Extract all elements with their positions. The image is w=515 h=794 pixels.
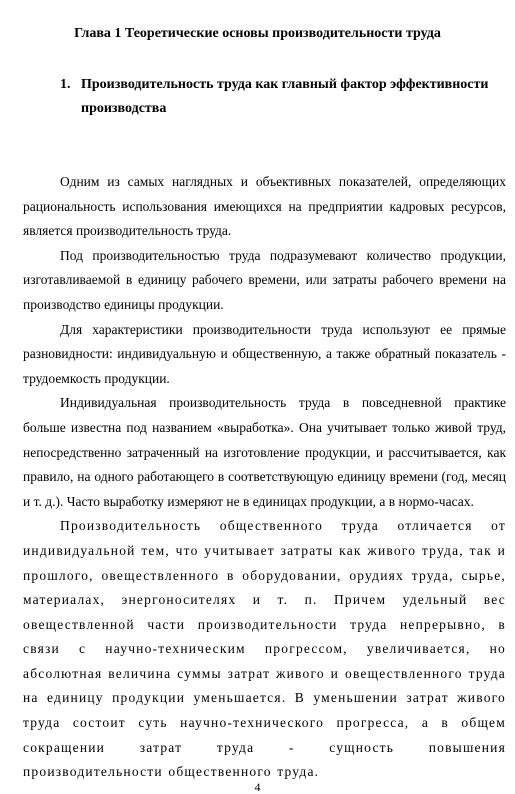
section-heading <box>60 73 510 121</box>
chapter-title: Глава 1 Теоретические основы производительности труда <box>74 26 441 41</box>
paragraph-2: Под производительностью труда подразумевают количество продукции, изготавливаемой в единицу рабочего времени, или затраты рабочего времени на производство единицы продукции. <box>23 247 506 312</box>
page-number: 4 <box>254 780 261 794</box>
paragraph-5: Производительность общественного труда отличается от индивидуальной тем, что учитывает затраты как живого труда, так и прошлого, овеществленного в оборудовании, орудиях труда, сырье, материалах, энергоносителях и т. п. Причем удельный вес овеществленной части производительности труда непрерывно, в связи с научно-техническим прогрессом, увеличивается, но абсолютная величина суммы затрат живого и овеществленного труда на единицу продукции уменьшается. В уменьшении затрат живого труда состоит суть научно-технического прогресса, а в общем сокращении затрат труда - сущность повышения производительности общественного труда. <box>23 518 506 780</box>
section-number: 1. <box>60 77 71 92</box>
section-title: Производительность труда как главный фактор эффективности производства <box>81 77 489 116</box>
paragraph-4: Индивидуальная производительность труда в повседневной практике больше известна под названием «выработка». Она учитывает только живой труд, непосредственно затраченный на изготовление продукции, и рассчитывается, как правило, на одного работающего в соответствующую единицу времени (год, месяц и т. д.). Часто выработку измеряют не в единицах продукции, а в нормо-часах. <box>23 395 506 509</box>
paragraph-3: Для характеристики производительности труда используют ее прямые разновидности: индивидуальную и общественную, а также обратный показатель - трудоемкость продукции. <box>23 321 506 386</box>
paragraph-1: Одним из самых наглядных и объективных показателей, определяющих рациональность использования имеющихся на предприятии кадровых ресурсов, является производительность труда. <box>23 174 506 239</box>
body-text <box>23 170 506 785</box>
